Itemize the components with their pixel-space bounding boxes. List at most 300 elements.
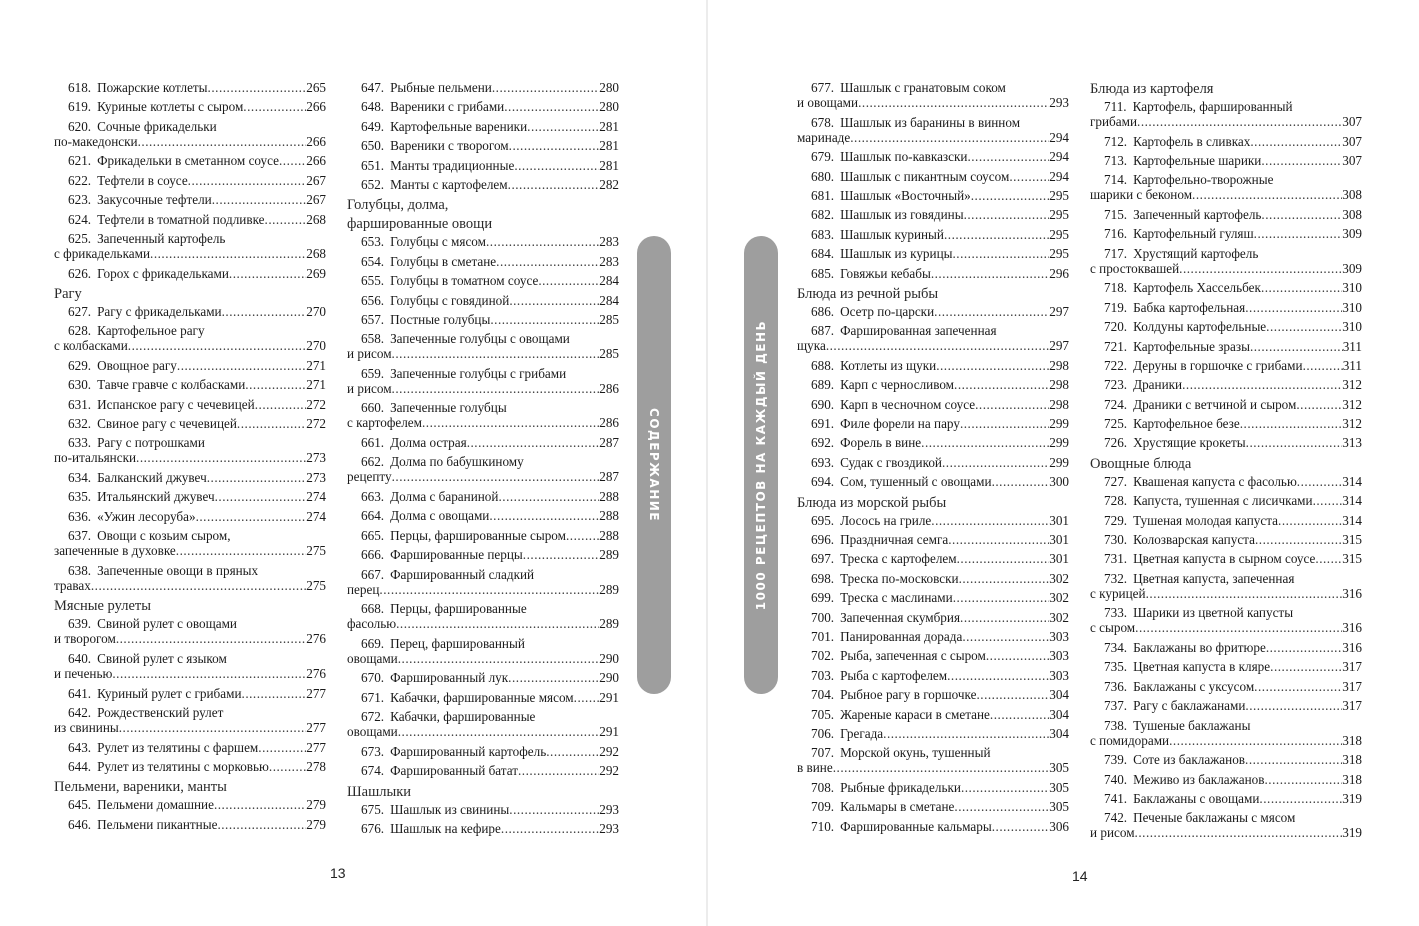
toc-entry-line xyxy=(361,670,619,685)
leader-dots xyxy=(975,397,1049,412)
recipe-number: 710. xyxy=(811,818,835,834)
recipe-label xyxy=(811,687,976,702)
recipe-label xyxy=(68,358,177,373)
recipe-label xyxy=(68,509,196,524)
page-ref: 272 xyxy=(306,416,326,432)
recipe-number: 707. xyxy=(811,745,835,761)
recipe-number: 640. xyxy=(68,651,92,667)
recipe-label xyxy=(361,802,509,817)
leader-dots xyxy=(116,631,306,646)
recipe-number: 732. xyxy=(1104,570,1128,586)
toc-entry xyxy=(347,400,619,435)
toc-entry-line xyxy=(1104,679,1362,694)
recipe-title-continued: по-македонски xyxy=(54,133,138,149)
page-ref: 288 xyxy=(599,508,619,524)
recipe-title: Свиной рулет с овощами xyxy=(97,616,237,632)
page-ref: 287 xyxy=(599,435,619,451)
leader-dots xyxy=(1254,679,1342,694)
recipe-label xyxy=(811,358,936,373)
page-ref: 304 xyxy=(1049,725,1069,741)
toc-entry-line xyxy=(347,651,619,666)
recipe-title: Филе форели на пару xyxy=(840,416,960,432)
recipe-label xyxy=(1104,659,1270,674)
recipe-title: Шашлык с пикантным соусом xyxy=(840,168,1010,184)
recipe-number: 733. xyxy=(1104,605,1128,621)
recipe-label xyxy=(68,686,242,701)
leader-dots xyxy=(921,435,1049,450)
recipe-title: Квашеная капуста с фасолью xyxy=(1133,473,1297,489)
page-ref: 318 xyxy=(1342,732,1362,748)
toc-entry-line xyxy=(361,709,619,724)
recipe-number: 655. xyxy=(361,273,385,289)
toc-entry-line xyxy=(68,740,326,755)
toc-entry-line xyxy=(361,158,619,173)
toc-entry xyxy=(797,80,1069,115)
toc-entry-line xyxy=(361,234,619,249)
toc-entry xyxy=(54,266,326,285)
leader-dots xyxy=(546,744,599,759)
recipe-number: 723. xyxy=(1104,377,1128,393)
leader-dots xyxy=(392,469,600,484)
toc-entry-line xyxy=(1104,99,1362,114)
toc-entry xyxy=(797,266,1069,285)
toc-entry-line xyxy=(54,631,326,646)
recipe-number: 734. xyxy=(1104,640,1128,655)
recipe-title: «Ужин лесоруба» xyxy=(97,508,196,524)
toc-entry-line xyxy=(68,817,326,832)
recipe-title: Шашлык на кефире xyxy=(390,820,501,836)
recipe-label xyxy=(811,726,883,741)
recipe-title-continued: овощами xyxy=(347,650,398,666)
leader-dots xyxy=(1259,791,1342,806)
recipe-title: Осетр по-царски xyxy=(840,303,935,319)
recipe-label xyxy=(361,119,527,134)
recipe-label xyxy=(1104,493,1313,508)
page-ref: 301 xyxy=(1049,512,1069,528)
recipe-title: Долма по бабушкиному xyxy=(390,454,524,470)
page-ref: 316 xyxy=(1342,640,1362,655)
page-ref: 272 xyxy=(306,396,326,412)
recipe-number: 686. xyxy=(811,303,835,319)
recipe-label xyxy=(1104,377,1182,392)
leader-dots xyxy=(119,720,306,735)
recipe-number: 689. xyxy=(811,377,835,393)
recipe-label xyxy=(68,173,188,188)
recipe-number: 742. xyxy=(1104,810,1128,826)
page-ref: 288 xyxy=(599,527,619,543)
recipe-number: 628. xyxy=(68,323,92,339)
recipe-number: 714. xyxy=(1104,172,1128,188)
toc-entry-line xyxy=(1104,397,1362,412)
recipe-title: Куриный рулет с грибами xyxy=(97,685,242,701)
toc-entry xyxy=(347,709,619,744)
page-ref: 298 xyxy=(1049,357,1069,373)
toc-entry-line xyxy=(1104,810,1362,825)
recipe-number: 651. xyxy=(361,157,385,173)
recipe-number: 718. xyxy=(1104,280,1128,296)
recipe-label xyxy=(361,670,508,685)
recipe-title: Колозварская капуста xyxy=(1133,532,1255,548)
toc-entry xyxy=(1090,679,1362,698)
leader-dots xyxy=(953,590,1050,605)
recipe-label xyxy=(361,99,504,114)
recipe-label xyxy=(811,207,964,222)
recipe-title: Шашлык из курицы xyxy=(840,246,953,262)
leader-dots xyxy=(207,470,307,485)
section-heading xyxy=(797,494,1069,513)
recipe-label xyxy=(811,455,942,470)
toc-entry-line xyxy=(361,636,619,651)
section-heading xyxy=(347,196,619,234)
recipe-title: Цветная капуста в сырном соусе xyxy=(1133,551,1316,567)
recipe-label xyxy=(68,212,265,227)
toc-entry-line xyxy=(1104,532,1362,547)
leader-dots xyxy=(212,192,306,207)
recipe-label xyxy=(1104,207,1261,222)
recipe-label xyxy=(1104,640,1266,655)
toc-entry-line xyxy=(1104,435,1362,450)
toc-entry xyxy=(797,513,1069,532)
page-ref: 283 xyxy=(599,253,619,269)
toc-entry xyxy=(1090,640,1362,659)
toc-entry xyxy=(797,455,1069,474)
recipe-label xyxy=(68,489,215,504)
toc-entry xyxy=(54,80,326,99)
recipe-title-continued: запеченные в духовке xyxy=(54,543,176,559)
toc-entry-line xyxy=(347,724,619,739)
page-ref: 281 xyxy=(599,138,619,154)
recipe-number: 638. xyxy=(68,562,92,578)
toc-entry xyxy=(1090,300,1362,319)
page-ref: 298 xyxy=(1049,396,1069,412)
toc-entry xyxy=(54,686,326,705)
recipe-label xyxy=(811,799,954,814)
recipe-title: Картофельно-творожные xyxy=(1133,172,1274,188)
page-ref: 267 xyxy=(306,172,326,188)
page-ref: 269 xyxy=(306,265,326,281)
page-ref: 319 xyxy=(1342,790,1362,806)
page-ref: 318 xyxy=(1342,771,1362,787)
toc-entry-line xyxy=(361,744,619,759)
recipe-title: Кабачки, фаршированные xyxy=(390,709,536,725)
leader-dots xyxy=(1266,319,1342,334)
recipe-label xyxy=(361,177,508,192)
toc-entry xyxy=(797,435,1069,454)
leader-dots xyxy=(237,416,306,431)
leader-dots xyxy=(1261,207,1342,222)
page-ref: 289 xyxy=(599,616,619,632)
leader-dots xyxy=(959,571,1050,586)
page-ref: 293 xyxy=(599,820,619,836)
leader-dots xyxy=(566,528,599,543)
toc-entry-line xyxy=(54,338,326,353)
recipe-label xyxy=(1104,319,1266,334)
page-ref: 300 xyxy=(1049,474,1069,490)
recipe-number: 627. xyxy=(68,303,92,319)
recipe-number: 674. xyxy=(361,763,385,779)
leader-dots xyxy=(964,207,1050,222)
toc-entry xyxy=(54,489,326,508)
toc-entry xyxy=(797,323,1069,358)
recipe-number: 692. xyxy=(811,435,835,451)
section-side-tab-label: СОДЕРЖАНИЕ xyxy=(647,408,661,522)
recipe-label xyxy=(1104,280,1261,295)
page-ref: 275 xyxy=(306,577,326,593)
toc-entry xyxy=(1090,134,1362,153)
toc-entry xyxy=(797,532,1069,551)
recipe-number: 741. xyxy=(1104,790,1128,806)
toc-entry-line xyxy=(811,532,1069,547)
recipe-title: Рождественский рулет xyxy=(97,705,224,720)
leader-dots xyxy=(379,582,599,597)
recipe-number: 725. xyxy=(1104,416,1128,432)
toc-entry xyxy=(1090,513,1362,532)
recipe-number: 727. xyxy=(1104,473,1128,489)
recipe-title: Пожарские котлеты xyxy=(97,80,208,95)
toc-entry-line xyxy=(68,651,326,666)
leader-dots xyxy=(942,455,1049,470)
toc-entry-line xyxy=(68,119,326,134)
toc-entry-line xyxy=(1104,571,1362,586)
leader-dots xyxy=(1169,733,1342,748)
toc-entry-line xyxy=(811,266,1069,281)
section-side-tab xyxy=(637,236,671,694)
recipe-label xyxy=(1104,679,1254,694)
recipe-title-continued: с картофелем xyxy=(347,415,422,431)
recipe-number: 672. xyxy=(361,709,385,725)
toc-entry xyxy=(1090,551,1362,570)
leader-dots xyxy=(850,130,1049,145)
toc-entry xyxy=(54,651,326,686)
recipe-number: 688. xyxy=(811,357,835,373)
recipe-number: 712. xyxy=(1104,133,1128,149)
toc-entry xyxy=(797,780,1069,799)
toc-entry xyxy=(1090,246,1362,281)
leader-dots xyxy=(1265,772,1343,787)
recipe-number: 626. xyxy=(68,265,92,281)
toc-entry-line xyxy=(361,489,619,504)
leader-dots xyxy=(1009,169,1049,184)
page-ref: 281 xyxy=(599,157,619,173)
leader-dots xyxy=(128,338,306,353)
recipe-title-continued: перец xyxy=(347,581,380,597)
toc-entry-line xyxy=(68,266,326,281)
recipe-title: Шашлык «Восточный» xyxy=(840,187,971,203)
page-ref: 311 xyxy=(1342,357,1362,373)
toc-entry-line xyxy=(1104,226,1362,241)
section-heading xyxy=(1090,80,1362,99)
recipe-title: Судак с гвоздикой xyxy=(840,454,942,470)
toc-entry xyxy=(1090,153,1362,172)
recipe-title: Тушеная молодая капуста xyxy=(1133,512,1279,528)
recipe-number: 697. xyxy=(811,551,835,567)
toc-entry-line xyxy=(68,231,326,246)
leader-dots xyxy=(944,227,1049,242)
page-ref: 288 xyxy=(599,489,619,505)
toc-entry-line xyxy=(361,331,619,346)
recipe-title: Сом, тушенный с овощами xyxy=(840,474,992,490)
leader-dots xyxy=(1240,416,1342,431)
recipe-title: Рагу с фрикадельками xyxy=(97,303,222,319)
leader-dots xyxy=(489,508,599,523)
leader-dots xyxy=(952,246,1049,261)
recipe-title: Голубцы с говядиной xyxy=(390,292,510,308)
leader-dots xyxy=(243,99,306,114)
toc-entry-line xyxy=(1104,551,1362,566)
recipe-title: Праздничная семга xyxy=(840,532,949,548)
toc-entry-line xyxy=(811,590,1069,605)
recipe-title: Свиное рагу с чечевицей xyxy=(97,416,237,432)
toc-entry-line xyxy=(811,726,1069,741)
toc-column-2 xyxy=(347,80,619,840)
toc-entry-line xyxy=(811,169,1069,184)
recipe-title: Котлеты из щуки xyxy=(840,357,937,373)
section-heading-text: Пельмени, вареники, манты xyxy=(54,779,227,796)
toc-entry xyxy=(347,177,619,196)
toc-entry-line xyxy=(1104,605,1362,620)
recipe-number: 661. xyxy=(361,435,385,451)
recipe-title: Баклажаны с овощами xyxy=(1133,790,1260,806)
page-ref: 305 xyxy=(1049,799,1069,815)
section-heading-text: фаршированные овощи xyxy=(347,216,493,233)
recipe-title: Фаршированные перцы xyxy=(390,547,523,563)
toc-entry-line xyxy=(1104,153,1362,168)
toc-entry xyxy=(797,726,1069,745)
toc-entry-line xyxy=(1104,513,1362,528)
toc-entry-line xyxy=(361,293,619,308)
toc-entry xyxy=(1090,791,1362,810)
page-ref: 294 xyxy=(1049,129,1069,145)
page-ref: 280 xyxy=(599,80,619,95)
toc-entry-line xyxy=(361,454,619,469)
recipe-number: 621. xyxy=(68,153,92,169)
recipe-number: 680. xyxy=(811,168,835,184)
recipe-title: Тефтели в соусе xyxy=(97,172,188,188)
recipe-number: 633. xyxy=(68,435,92,451)
toc-entry-line xyxy=(68,470,326,485)
leader-dots xyxy=(967,149,1049,164)
recipe-title-continued: травах xyxy=(54,577,91,593)
toc-entry xyxy=(797,799,1069,818)
recipe-number: 664. xyxy=(361,508,385,524)
toc-entry-line xyxy=(361,601,619,616)
leader-dots xyxy=(947,668,1049,683)
toc-entry-line xyxy=(361,763,619,778)
recipe-title: Пельмени пикантные xyxy=(97,816,218,832)
recipe-title: Голубцы в сметане xyxy=(390,253,497,269)
recipe-title: Картофельное безе xyxy=(1133,416,1240,432)
toc-entry-line xyxy=(54,543,326,558)
page-ref: 285 xyxy=(599,311,619,327)
recipe-title-continued: с помидорами xyxy=(1090,732,1170,748)
page-ref: 304 xyxy=(1049,687,1069,703)
leader-dots xyxy=(1135,825,1343,840)
toc-entry-line xyxy=(1104,207,1362,222)
recipe-label xyxy=(68,192,212,207)
toc-entry xyxy=(347,508,619,527)
toc-entry xyxy=(54,435,326,470)
recipe-label xyxy=(811,571,959,586)
recipe-label xyxy=(1104,698,1245,713)
toc-entry-line xyxy=(811,780,1069,795)
recipe-label xyxy=(361,744,546,759)
leader-dots xyxy=(177,358,306,373)
page-ref: 277 xyxy=(306,739,326,755)
toc-entry xyxy=(54,358,326,377)
toc-entry xyxy=(1090,659,1362,678)
recipe-title: Фаршированная запеченная xyxy=(840,323,997,339)
recipe-title: Долма с бараниной xyxy=(390,489,499,505)
recipe-title: Картофель Хассельбек xyxy=(1133,280,1261,296)
toc-entry xyxy=(1090,718,1362,753)
toc-entry xyxy=(54,509,326,528)
page-ref: 293 xyxy=(1049,95,1069,110)
recipe-title: Баклажаны во фритюре xyxy=(1133,640,1266,655)
toc-entry xyxy=(347,547,619,566)
recipe-label xyxy=(1104,339,1250,354)
toc-entry xyxy=(1090,698,1362,717)
page-ref: 277 xyxy=(306,685,326,701)
toc-entry xyxy=(1090,358,1362,377)
leader-dots xyxy=(222,304,307,319)
recipe-title: Рыбное рагу в горшочке xyxy=(840,687,977,703)
section-heading xyxy=(54,778,326,797)
recipe-label xyxy=(1104,513,1278,528)
recipe-title-continued: и печенью xyxy=(54,666,113,682)
toc-entry-line xyxy=(811,188,1069,203)
recipe-title: Фаршированный лук xyxy=(390,670,509,686)
toc-entry xyxy=(797,629,1069,648)
leader-dots xyxy=(217,817,306,832)
toc-entry xyxy=(797,188,1069,207)
toc-entry-line xyxy=(811,707,1069,722)
recipe-title: Соте из баклажанов xyxy=(1133,752,1246,768)
recipe-title: Форель в вине xyxy=(840,435,922,451)
toc-entry xyxy=(797,571,1069,590)
toc-entry-line xyxy=(811,246,1069,261)
recipe-number: 713. xyxy=(1104,152,1128,168)
leader-dots xyxy=(1315,551,1342,566)
toc-entry xyxy=(347,636,619,671)
toc-entry-line xyxy=(1104,134,1362,149)
toc-entry xyxy=(347,802,619,821)
section-heading-text: Шашлыки xyxy=(347,783,412,800)
section-heading xyxy=(1090,455,1362,474)
recipe-number: 634. xyxy=(68,470,92,486)
book-title-side-tab xyxy=(744,236,778,694)
recipe-number: 652. xyxy=(361,176,385,192)
page-ref: 301 xyxy=(1049,532,1069,548)
toc-entry xyxy=(54,99,326,118)
toc-entry xyxy=(1090,377,1362,396)
toc-entry xyxy=(347,366,619,401)
page-ref: 285 xyxy=(599,346,619,362)
page-ref: 297 xyxy=(1049,303,1069,319)
recipe-title: Запеченные овощи в пряных xyxy=(97,562,259,578)
recipe-label xyxy=(1104,134,1250,149)
leader-dots xyxy=(992,819,1050,834)
toc-entry-line xyxy=(361,547,619,562)
recipe-title: Панированная дорада xyxy=(840,628,963,644)
page-ref: 315 xyxy=(1342,532,1362,548)
recipe-label xyxy=(811,780,961,795)
toc-entry-line xyxy=(361,528,619,543)
toc-entry-line xyxy=(811,571,1069,586)
section-heading-text: Блюда из картофеля xyxy=(1090,81,1214,97)
toc-entry xyxy=(1090,493,1362,512)
recipe-number: 667. xyxy=(361,566,385,582)
toc-entry-line xyxy=(361,435,619,450)
